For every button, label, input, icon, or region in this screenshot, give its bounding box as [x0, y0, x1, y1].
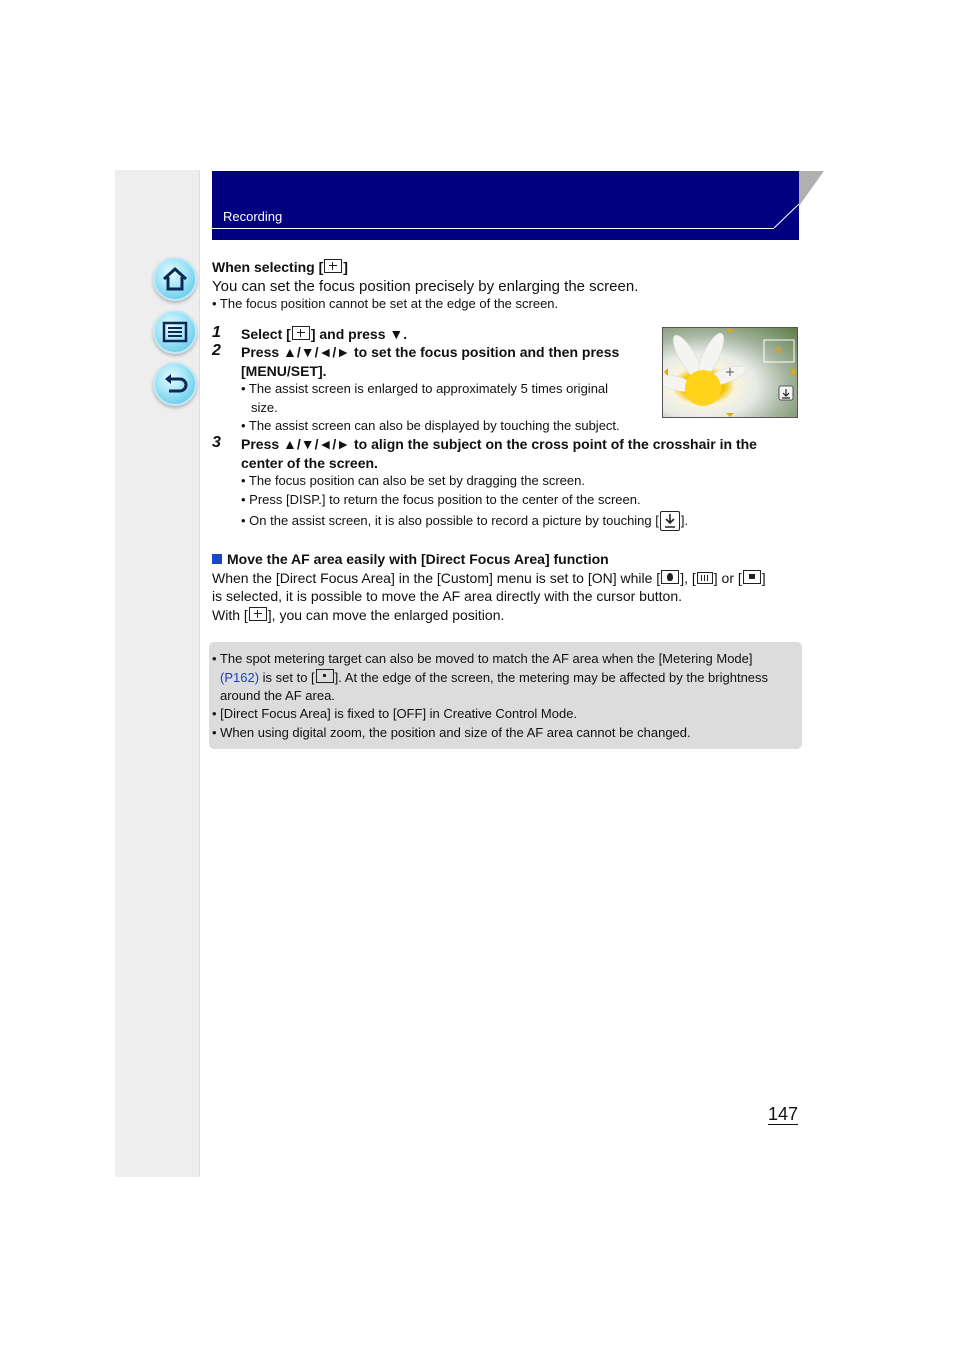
note-3: • When using digital zoom, the position and size of the AF area cannot be changed.: [212, 725, 691, 740]
step-2-number: 2: [212, 342, 221, 359]
step-3-bullet-2: • Press [DISP.] to return the focus position to the center of the screen.: [241, 492, 641, 507]
chapter-title: Recording: [223, 209, 283, 224]
menu-list-icon: [161, 318, 189, 346]
arrow-up-marker: [726, 328, 734, 332]
section-bullet-square-icon: [212, 554, 222, 564]
step-3-number: 3: [212, 434, 221, 451]
af-frame: [764, 340, 794, 362]
shutter-touch-icon: [660, 511, 680, 531]
enlarge-af-icon: [292, 326, 310, 340]
home-button[interactable]: [153, 257, 197, 301]
intro-body: You can set the focus position precisely by enlarging the screen.: [212, 278, 639, 295]
step-1-number: 1: [212, 324, 221, 341]
direct-focus-line-1: When the [Direct Focus Area] in the [Custom] menu is set to [ON] while [ ], [ ] or [ ]: [212, 570, 766, 586]
note-1-line-2: (P162) is set to [ ]. At the edge of the screen, the metering may be affected by the brightness: [220, 670, 769, 685]
step-3-bullet-3: • On the assist screen, it is also possible to record a picture by touching [ ].: [241, 511, 688, 531]
back-button[interactable]: [153, 362, 197, 406]
step-2-line-1: Press ▲/▼/◄/► to set the focus position and then press: [241, 344, 620, 360]
chapter-header-bar: [212, 171, 799, 240]
step-3-line-2: center of the screen.: [241, 455, 378, 471]
one-area-af-icon: [743, 570, 761, 584]
flower-center: [685, 370, 721, 406]
step-1-text: Select [ ] and press ▼.: [241, 326, 408, 342]
face-detection-icon: [661, 570, 679, 584]
header-rule: [212, 228, 774, 229]
note-2: • [Direct Focus Area] is fixed to [OFF] in Creative Control Mode.: [212, 706, 578, 721]
intro-note: • The focus position cannot be set at the edge of the screen.: [212, 296, 559, 311]
spot-metering-icon: [316, 669, 334, 683]
enlarge-af-icon: [249, 607, 267, 621]
arrow-right-marker: [792, 368, 796, 376]
step-2-bullet-2: • The assist screen can also be displayed by touching the subject.: [241, 418, 620, 433]
intro-heading: When selecting [ ]: [212, 259, 348, 275]
note-1-line-3: around the AF area.: [220, 688, 335, 703]
arrow-down-marker: [726, 413, 734, 417]
note-1-line-1: • The spot metering target can also be moved to match the AF area when the [Metering Mode]: [212, 651, 753, 666]
direct-focus-heading: Move the AF area easily with [Direct Focus Area] function: [212, 551, 609, 567]
page-link-p162[interactable]: (P162): [220, 670, 260, 685]
step-3-line-1: Press ▲/▼/◄/► to align the subject on the cross point of the crosshair in the: [241, 436, 757, 452]
step-2-bullet-1-cont: size.: [251, 400, 278, 415]
assist-screen-overlay: [663, 328, 797, 417]
step-2-bullet-1: • The assist screen is enlarged to approximately 5 times original: [241, 381, 609, 396]
step-2-line-2: [MENU/SET].: [241, 363, 327, 379]
direct-focus-line-2: is selected, it is possible to move the AF area directly with the cursor button.: [212, 588, 682, 604]
direct-focus-line-3: With [ ], you can move the enlarged position.: [212, 607, 505, 623]
step-3-bullet-1: • The focus position can also be set by dragging the screen.: [241, 473, 585, 488]
header-corner-decoration: [774, 171, 826, 240]
multi-area-af-icon: [697, 572, 713, 584]
contents-button[interactable]: [153, 310, 197, 354]
page-number: 147: [768, 1104, 799, 1124]
af-point: [776, 348, 780, 352]
enlarge-af-icon: [324, 259, 342, 273]
back-arrow-icon: [161, 370, 189, 398]
home-icon: [161, 265, 189, 293]
assist-screen-photo: [662, 327, 798, 418]
